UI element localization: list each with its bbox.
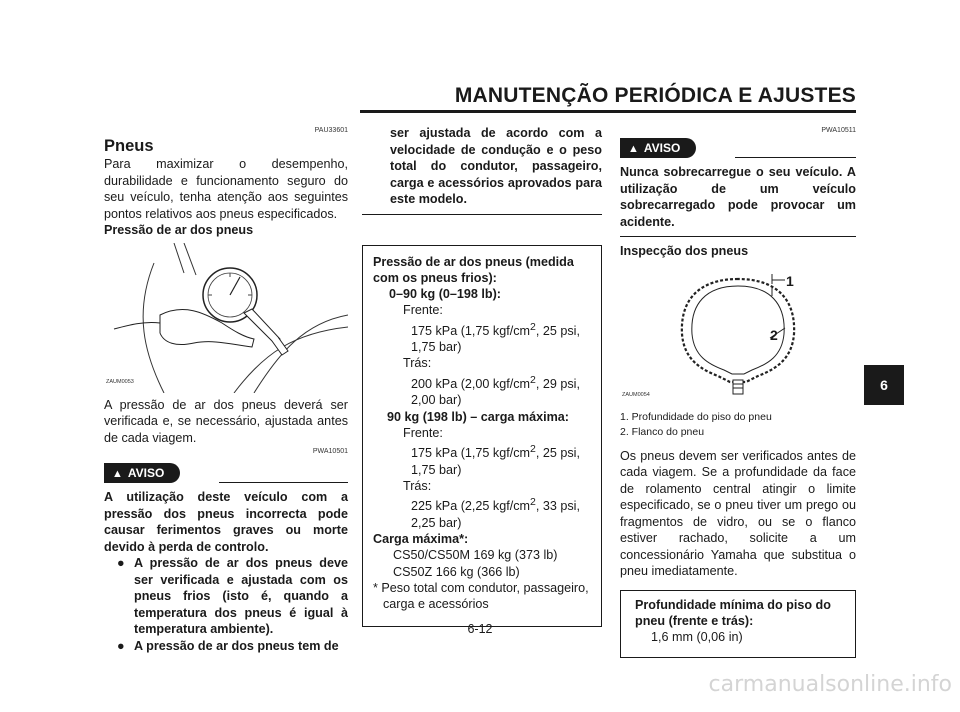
- section-title: Pneus: [104, 137, 154, 155]
- spec-max-load-a: CS50/CS50M 169 kg (373 lb): [393, 548, 558, 563]
- spec-front-label: Frente:: [403, 425, 443, 440]
- warning-continued-text: ser ajustada de acordo com a velocidade de condução e o peso total do condutor, passageiro, carga e acessórios aprovados para este modelo.: [390, 126, 602, 206]
- spec-load2-rear: 225 kPa (2,25 kgf/$cm^2$, 33 psi,: [411, 496, 580, 514]
- warning-label: AVISO: [643, 141, 681, 155]
- warning-header: [620, 138, 856, 160]
- warning-bullets: [104, 555, 348, 654]
- figure-caption-1: 1. Profundidade do piso do pneu: [620, 410, 772, 423]
- spec-rear-label: Trás:: [403, 478, 432, 493]
- warning-label: AVISO: [127, 466, 165, 480]
- intro-paragraph: Para maximizar o desempenho, durabilidade e funcionamento seguro do seu veículo, tenha atenção aos seguintes pontos relativos aos pneus especificados.: [104, 157, 348, 221]
- spec-load-1: 0–90 kg (0–198 lb):: [389, 287, 502, 302]
- callout-2: 2: [770, 326, 778, 343]
- warning-badge: [620, 138, 696, 158]
- reference-code: PAU33601: [314, 127, 348, 134]
- column-3: [620, 125, 856, 658]
- watermark: carmanualsonline.info: [708, 672, 952, 697]
- spec-max-load-b: CS50Z 166 kg (366 lb): [393, 564, 520, 579]
- warning-header: [104, 463, 348, 485]
- warning-end-rule: [362, 214, 602, 215]
- column-1: [104, 125, 348, 654]
- warning-code: PWA10501: [312, 448, 348, 455]
- pressure-gauge-illustration: [104, 243, 348, 393]
- spec-load1-rear: 200 kPa (2,00 kgf/$cm^2$, 29 psi,: [411, 373, 580, 391]
- spec-load1-front-bar: 1,75 bar): [411, 340, 462, 355]
- page-number: 6-12: [467, 622, 493, 636]
- illustration-code: ZAUM0053: [106, 379, 134, 385]
- figure-caption-2: 2. Flanco do pneu: [620, 425, 705, 438]
- spec-load1-rear-bar: 2,00 bar): [411, 393, 462, 408]
- list-item: ● A pressão de ar dos pneus deve ser verificada e ajustada com os pneus frios (isto é, quando a temperatura dos pneus é igual à temperatura ambiente).: [117, 556, 348, 636]
- subheading-tire-inspection: Inspecção dos pneus: [620, 244, 749, 258]
- warning-rule: [219, 482, 348, 483]
- warning-code: PWA10511: [821, 127, 856, 134]
- spec-title: Pressão de ar dos pneus (medida com os pneus frios):: [373, 254, 574, 285]
- bullet-icon: ●: [117, 638, 125, 653]
- pressure-check-paragraph: A pressão de ar dos pneus deverá ser verificada e, se necessário, ajustada antes de cada viagem.: [104, 397, 348, 445]
- warning-text: A utilização deste veículo com a pressão dos pneus incorrecta pode causar ferimentos graves ou morte devido à perda de controlo.: [104, 490, 348, 554]
- warning-triangle-icon: ▲: [112, 468, 123, 480]
- warning-end-rule: [620, 236, 856, 237]
- warning-badge: [104, 463, 180, 483]
- pressure-gauge-drawing: [104, 243, 348, 393]
- list-item: ● A pressão de ar dos pneus tem de: [117, 638, 339, 653]
- spec-footnote: * Peso total com condutor, passageiro, carga e acessórios: [373, 580, 589, 612]
- chapter-header-title: MANUTENÇÃO PERIÓDICA E AJUSTES: [454, 84, 856, 107]
- column-2: [362, 125, 602, 627]
- spec-rear-label: Trás:: [403, 356, 432, 371]
- tread-depth-spec-box: [620, 590, 856, 659]
- tread-depth-title: Profundidade mínima do piso do pneu (frente e trás):: [635, 597, 831, 628]
- spec-load2-rear-bar: 2,25 bar): [411, 515, 462, 530]
- subheading-tire-pressure: Pressão de ar dos pneus: [104, 223, 254, 237]
- tire-inspection-paragraph: Os pneus devem ser verificados antes de cada viagem. Se a profundidade da face de rolamento central atingir o limite especificado, se o pneu tiver um prego ou fragmentos de vidro, ou se o flanco estiver rachado, solicite a um concessionário Yamaha que substitua o pneu imediatamente.: [620, 448, 856, 578]
- header-rule: [360, 110, 856, 113]
- spec-load2-front-bar: 1,75 bar): [411, 462, 462, 477]
- tread-depth-value: 1,6 mm (0,06 in): [651, 630, 743, 645]
- warning-text: Nunca sobrecarregue o seu veículo. A utilização de um veículo sobrecarregado pode provocar um acidente.: [620, 165, 856, 229]
- callout-1: 1: [786, 272, 794, 289]
- bullet-icon: ●: [117, 556, 125, 570]
- pressure-spec-box: [362, 245, 602, 628]
- tire-cross-section-illustration: [620, 264, 856, 406]
- spec-max-load-label: Carga máxima*:: [373, 532, 469, 546]
- warning-rule: [735, 157, 856, 158]
- spec-load-2: 90 kg (198 lb) – carga máxima:: [387, 409, 570, 424]
- spec-load1-front: 175 kPa (1,75 kgf/$cm^2$, 25 psi,: [411, 320, 580, 338]
- spec-load2-front: 175 kPa (1,75 kgf/$cm^2$, 25 psi,: [411, 443, 580, 461]
- chapter-tab: 6: [864, 365, 904, 405]
- warning-triangle-icon: ▲: [628, 143, 639, 155]
- illustration-code: ZAUM0054: [622, 392, 650, 398]
- spec-front-label: Frente:: [403, 303, 443, 318]
- tire-section-drawing: [620, 264, 856, 406]
